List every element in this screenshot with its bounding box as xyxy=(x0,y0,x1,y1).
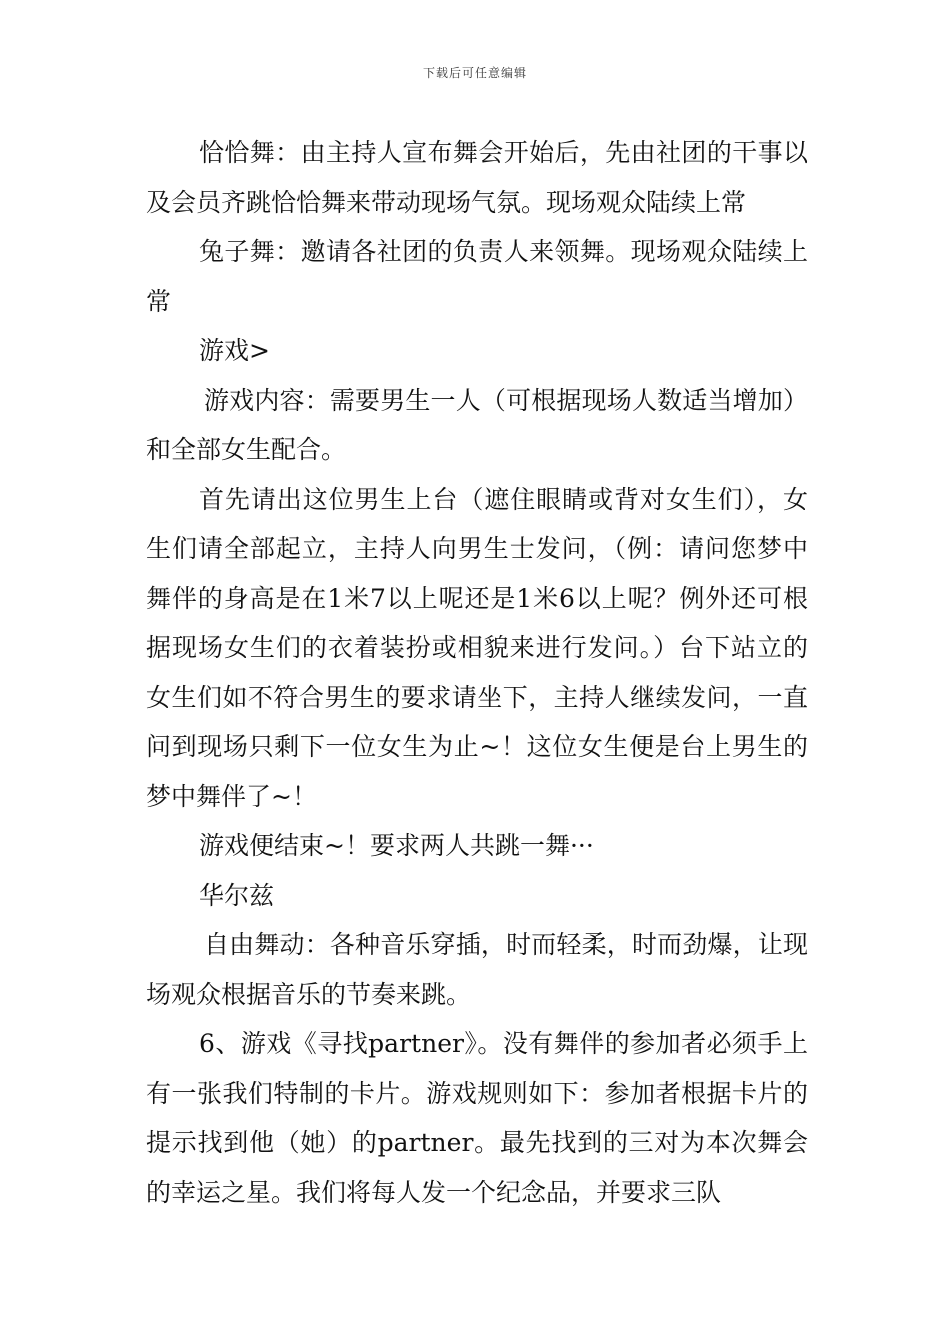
paragraph-game-end: 游戏便结束~！要求两人共跳一舞··· xyxy=(199,831,594,860)
paragraph-find-partner: 6、游戏《寻找partner》。没有舞伴的参加者必须手上有一张我们特制的卡片。游戏规则如下：参加者根据卡片的提示找到他（她）的partner。最先找到的三对为本次舞会的幸运之星。我们将每人发一个纪念品，并要求三队 xyxy=(146,1029,808,1207)
paragraph-bunny-dance: 兔子舞：邀请各社团的负责人来领舞。现场观众陆续上常 xyxy=(146,237,808,316)
paragraph-free-dance: 自由舞动：各种音乐穿插，时而轻柔，时而劲爆，让现场观众根据音乐的节奏来跳。 xyxy=(146,930,808,1009)
paragraph-waltz: 华尔兹 xyxy=(199,880,275,910)
paragraph-game-rules: 首先请出这位男生上台（遮住眼睛或背对女生们），女生们请全部起立，主持人向男生士发问，（例：请问您梦中舞伴的身高是在1米7以上呢还是1米6以上呢？例外还可根据现场女生们的衣着装扮或相貌来进行发问。）台下站立的女生们如不符合男生的要求请坐下，主持人继续发问，一直问到现场只剩下一位女生为止~！这位女生便是台上男生的梦中舞伴了~！ xyxy=(146,484,808,811)
page-header: 下载后可任意编辑 xyxy=(422,66,527,80)
document-body xyxy=(146,128,808,1217)
paragraph-chacha: 恰恰舞：由主持人宣布舞会开始后，先由社团的干事以及会员齐跳恰恰舞来带动现场气氛。现场观众陆续上常 xyxy=(146,138,808,217)
paragraph-game-content: 游戏内容：需要男生一人（可根据现场人数适当增加）和全部女生配合。 xyxy=(146,385,808,464)
paragraph-game-heading: 游戏> xyxy=(199,336,270,365)
